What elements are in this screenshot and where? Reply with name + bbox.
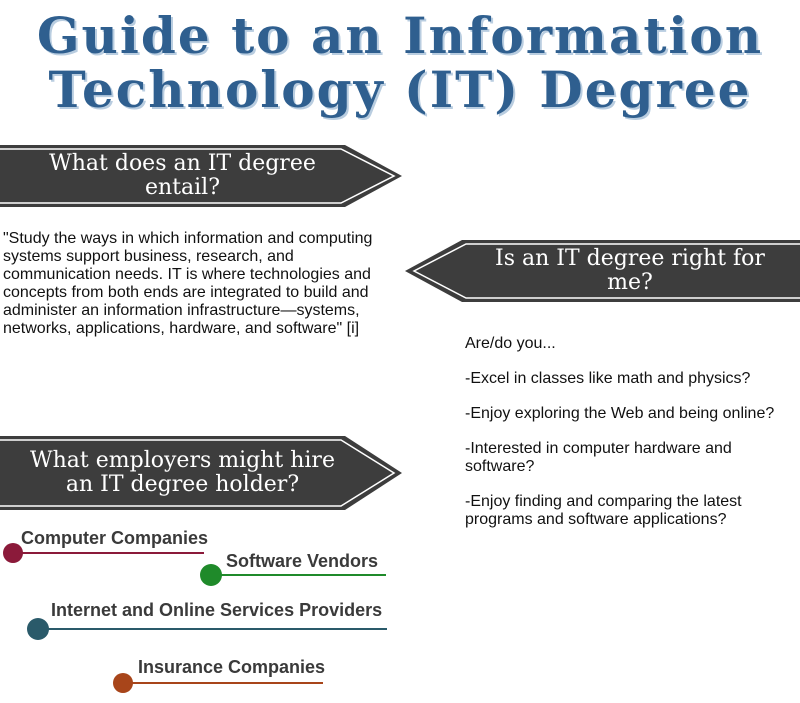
list-item: -Excel in classes like math and physics? xyxy=(465,370,751,387)
employer-line xyxy=(14,552,204,554)
right-for-me-list xyxy=(465,335,785,546)
employer-dot-icon xyxy=(27,618,49,640)
employer-computer-companies: Computer Companies xyxy=(21,528,209,548)
employer-line xyxy=(38,628,387,630)
employer-dot-icon xyxy=(200,564,222,586)
list-item: -Interested in computer hardware and software? xyxy=(465,440,732,475)
list-item: -Enjoy finding and comparing the latest programs and software applications? xyxy=(465,493,742,528)
entail-banner xyxy=(0,145,405,207)
right-for-me-heading: Is an IT degree right for me? xyxy=(495,246,765,295)
employer-software-vendors: Software Vendors xyxy=(226,551,379,571)
employer-internet-providers: Internet and Online Services Providers xyxy=(51,600,383,620)
employer-dot-icon xyxy=(3,543,23,563)
page-title-line2: Technology (IT) Degree xyxy=(48,60,752,119)
right-for-me-banner xyxy=(405,240,800,302)
employers-heading: What employers might hire an IT degree holder? xyxy=(30,448,335,497)
employer-line xyxy=(210,574,386,576)
employer-dot-icon xyxy=(113,673,133,693)
list-item: Are/do you... xyxy=(465,335,556,352)
entail-text: "Study the ways in which information and computing systems support business, research, and communication needs. IT is where technologies and concepts from both ends are integrated to build and administer an information infrastructure—systems, networks, applications, hardware, and software" [i] xyxy=(3,230,373,337)
employer-insurance-companies: Insurance Companies xyxy=(138,657,326,677)
page-title-line1: Guide to an Information xyxy=(36,6,764,65)
employers-banner xyxy=(0,436,405,510)
list-item: -Enjoy exploring the Web and being online? xyxy=(465,405,775,422)
employer-line xyxy=(124,682,323,684)
entail-heading: What does an IT degree entail? xyxy=(49,151,316,200)
